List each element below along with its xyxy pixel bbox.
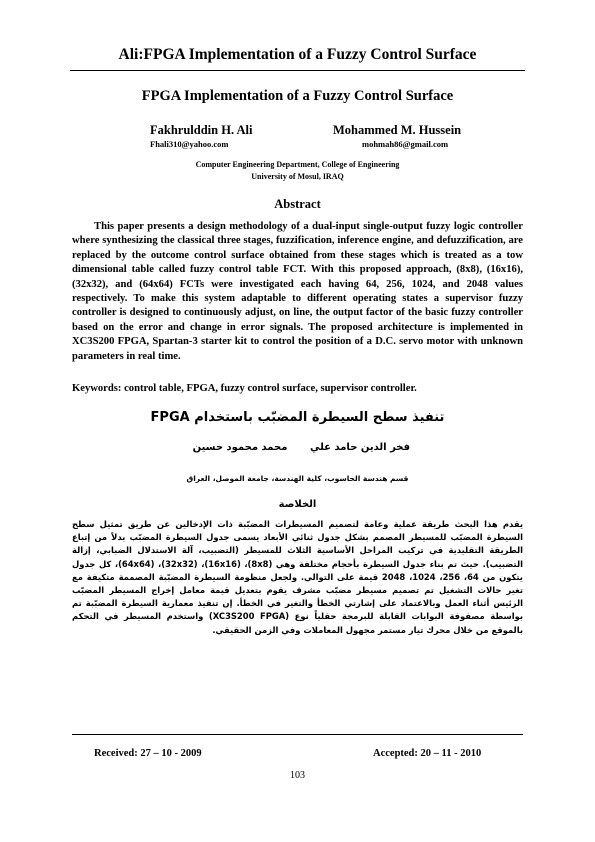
author-email-2: mohmah86@gmail.com xyxy=(362,139,449,149)
author-email-1: Fhali310@yahoo.com xyxy=(150,139,229,149)
arabic-author-1: فخر الدين حامد علي xyxy=(309,442,411,453)
affiliation-line-2: University of Mosul, IRAQ xyxy=(251,172,344,181)
arabic-abstract-heading: الخلاصة xyxy=(278,499,317,510)
arabic-abstract-body: يقدم هذا البحث طريقة عملية وعامة لتصميم المسيطرات المضبّبة ذات الإدخالين عن طريق تمثيل سطح السيطرة المضبّب للمسيطر المصمم بشكل جدول ثنائي الأبعاد يسمى جدول السيطرة المضبّب بدلاً من إتباع الطريقة التقليدية في تركيب المراحل الأساسية الثلاث للمسيطر (التضبيب، آلة الاستدلال الضبابي، إزالة التضبيب). حيث تم بناء جدول السيطرة بأحجام مختلفة وهي (8x8)، (16x16)، (32x32)، (64x64)، كل جدول يتكون من 64، 256، 1024، 2048 قيمة على التوالي. ولجعل منظومة السيطرة المضبّبة المصممة متكيفة مع تغير حالات التشغيل تم تصميم مسيطر مضبّب مشرف يقوم بتعديل قيمة معامل إخراج المسيطر المضبّب الرئيس أثناء العمل وبالاعتماد على إشارتي الخطأ والتغير في الخطأ. إن تنفيذ معمارية السيطرة المضبّبة تم بواسطة مصفوفة البوابات القابلة للبرمجة حقلياً نوع (XC3S200 FPGA) واستخدم المسيطر في التحكم بالموقع من خلال محرك تيار مستمر مجهول المعاملات وفي الزمن الحقيقي. xyxy=(72,519,523,635)
abstract-body: This paper presents a design methodology of a dual-input single-output fuzzy logic controller where synthesizing the classical three stages, fuzzification, inference engine, and defuzzification, are replaced by the outcome control surface obtained from these stages which is treated as a tow dimensional table called fuzzy control table FCT. With this proposed approach, (8x8), (16x16), (32x32), and (64x64) FCTs were investigated each having 64, 256, 1024, and 2048 values respectively. To make this system adaptable to different operating states a supervisor fuzzy controller is designed to continuously adjust, on line, the output factor of the basic fuzzy controller based on the error and change in error signals. The proposed architecture is implemented in XC3S200 FPGA, Spartan-3 starter kit to control the position of a D.C. servo motor with unknown parameters in real time. xyxy=(72,221,523,362)
running-head: Ali:FPGA Implementation of a Fuzzy Control Surface xyxy=(118,46,477,63)
arabic-title: تنفيذ سطح السيطرة المضبّب باستخدام FPGA xyxy=(150,410,445,425)
footer-rule xyxy=(72,734,523,735)
abstract-heading: Abstract xyxy=(274,197,321,211)
accepted-date: Accepted: 20 – 11 - 2010 xyxy=(373,748,482,759)
author-name-1: Fakhrulddin H. Ali xyxy=(150,123,253,137)
header-rule xyxy=(70,70,525,71)
arabic-author-2: محمد محمود حسين xyxy=(192,442,288,453)
keywords: Keywords: control table, FPGA, fuzzy control surface, supervisor controller. xyxy=(72,383,417,394)
page-number: 103 xyxy=(290,770,305,781)
paper-title: FPGA Implementation of a Fuzzy Control Surface xyxy=(141,88,454,104)
received-date: Received: 27 – 10 - 2009 xyxy=(94,748,202,759)
author-name-2: Mohammed M. Hussein xyxy=(333,123,462,137)
arabic-affiliation: قسم هندسة الحاسوب، كلية الهندسة، جامعة الموصل، العراق xyxy=(186,474,409,483)
affiliation-line-1: Computer Engineering Department, College of Engineering xyxy=(195,160,400,169)
